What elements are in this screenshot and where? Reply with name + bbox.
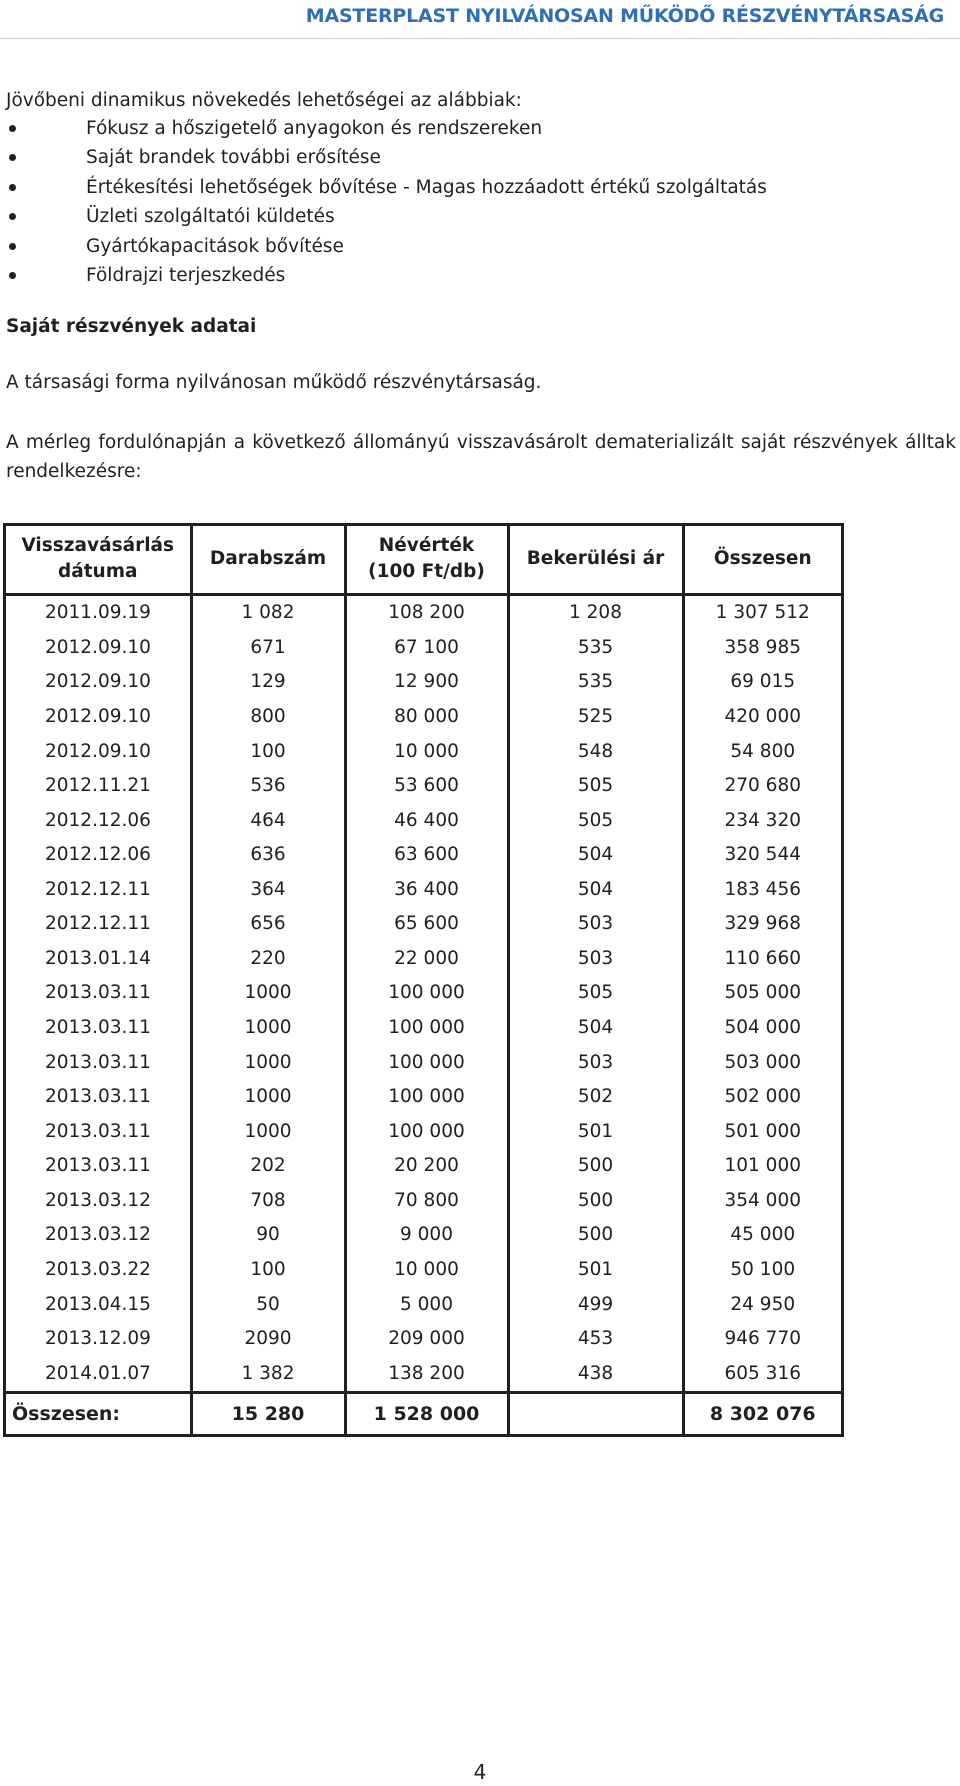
cell-date: 2013.01.14 (6, 941, 191, 976)
cell-quantity: 2090 (191, 1321, 345, 1356)
cell-price: 505 (508, 803, 683, 838)
cell-date: 2014.01.07 (6, 1356, 191, 1392)
cell-total: 329 968 (724, 913, 801, 935)
cell-date: 2012.12.11 (6, 907, 191, 942)
section-title: Saját részvények adatai (6, 316, 257, 337)
header-nominal-value: Névérték (100 Ft/db) (345, 526, 508, 594)
cell-total: 605 316 (724, 1362, 801, 1384)
cell-total: 946 770 (724, 1328, 801, 1350)
cell-nominal: 10 000 (345, 1252, 508, 1287)
table-header-row (6, 526, 841, 594)
cell-date: 2013.03.22 (6, 1252, 191, 1287)
cell-nominal: 9 000 (345, 1218, 508, 1253)
cell-nominal: 46 400 (345, 803, 508, 838)
cell-nominal: 209 000 (345, 1321, 508, 1356)
cell-price: 503 (508, 941, 683, 976)
page-number: 4 (473, 1760, 487, 1784)
treasury-shares-paragraph: A mérleg fordulónapján a következő állományú visszavásárolt dematerializált saját részvények álltak rendelkezésre: (6, 432, 956, 482)
cell-date: 2013.04.15 (6, 1287, 191, 1322)
cell-total: 24 950 (730, 1293, 796, 1315)
cell-date: 2013.03.12 (6, 1183, 191, 1218)
cell-price: 502 (508, 1079, 683, 1114)
cell-date: 2012.09.10 (6, 699, 191, 734)
cell-price: 501 (508, 1252, 683, 1287)
table-row (6, 1218, 841, 1253)
cell-quantity: 100 (191, 1252, 345, 1287)
bullet-item: Értékesítési lehetőségek bővítése - Magas hozzáadott értékű szolgáltatás (0, 173, 767, 202)
table-body (6, 594, 841, 1392)
cell-date: 2012.12.06 (6, 837, 191, 872)
cell-quantity: 800 (191, 699, 345, 734)
cell-price: 505 (508, 976, 683, 1011)
cell-nominal: 138 200 (345, 1356, 508, 1392)
table-row (6, 837, 841, 872)
cell-price: 499 (508, 1287, 683, 1322)
cell-quantity: 50 (191, 1287, 345, 1322)
table-row (6, 665, 841, 700)
cell-nominal: 100 000 (345, 1114, 508, 1149)
cell-price: 525 (508, 699, 683, 734)
table-row (6, 1252, 841, 1287)
cell-price: 500 (508, 1183, 683, 1218)
table-row (6, 803, 841, 838)
cell-total: 501 000 (724, 1120, 801, 1142)
cell-date: 2012.11.21 (6, 768, 191, 803)
bullet-item: Saját brandek további erősítése (0, 143, 767, 172)
cell-total: 54 800 (730, 740, 796, 762)
totals-price (508, 1392, 683, 1434)
cell-nominal: 70 800 (345, 1183, 508, 1218)
table-row (6, 768, 841, 803)
cell-price: 535 (508, 665, 683, 700)
cell-quantity: 202 (191, 1149, 345, 1184)
cell-quantity: 708 (191, 1183, 345, 1218)
cell-quantity: 1000 (191, 976, 345, 1011)
cell-date: 2013.03.12 (6, 1218, 191, 1253)
cell-price: 548 (508, 734, 683, 769)
cell-total: 420 000 (724, 705, 801, 727)
cell-total: 354 000 (724, 1189, 801, 1211)
header-total: Összesen (683, 526, 841, 594)
table-row (6, 1321, 841, 1356)
cell-quantity: 1000 (191, 1010, 345, 1045)
cell-nominal: 65 600 (345, 907, 508, 942)
cell-quantity: 100 (191, 734, 345, 769)
cell-quantity: 1000 (191, 1114, 345, 1149)
cell-price: 453 (508, 1321, 683, 1356)
company-form-paragraph: A társasági forma nyilvánosan működő részvénytársaság. (6, 372, 542, 393)
cell-total: 101 000 (724, 1155, 801, 1177)
cell-quantity: 536 (191, 768, 345, 803)
totals-total: 8 302 076 (683, 1392, 841, 1434)
cell-nominal: 67 100 (345, 630, 508, 665)
cell-total: 110 660 (724, 947, 801, 969)
cell-total: 503 000 (724, 1051, 801, 1073)
cell-price: 505 (508, 768, 683, 803)
table-row (6, 872, 841, 907)
table-row (6, 1183, 841, 1218)
cell-quantity: 1 082 (191, 594, 345, 630)
cell-date: 2013.03.11 (6, 1079, 191, 1114)
cell-total: 358 985 (724, 636, 801, 658)
table-row (6, 1079, 841, 1114)
bullet-item: Fókusz a hőszigetelő anyagokon és rendszereken (0, 114, 767, 143)
totals-label: Összesen: (6, 1392, 191, 1434)
cell-total: 69 015 (730, 671, 796, 693)
cell-price: 503 (508, 907, 683, 942)
cell-quantity: 90 (191, 1218, 345, 1253)
cell-total: 183 456 (724, 878, 801, 900)
cell-price: 504 (508, 1010, 683, 1045)
cell-date: 2012.09.10 (6, 734, 191, 769)
table-row (6, 1149, 841, 1184)
cell-quantity: 1000 (191, 1079, 345, 1114)
treasury-shares-table (3, 523, 844, 1437)
cell-nominal: 12 900 (345, 665, 508, 700)
table-row (6, 734, 841, 769)
cell-price: 500 (508, 1149, 683, 1184)
cell-price: 501 (508, 1114, 683, 1149)
cell-date: 2013.03.11 (6, 1114, 191, 1149)
cell-total: 45 000 (730, 1224, 796, 1246)
table-row (6, 1287, 841, 1322)
cell-date: 2012.12.11 (6, 872, 191, 907)
cell-date: 2012.09.10 (6, 665, 191, 700)
cell-quantity: 129 (191, 665, 345, 700)
table-row (6, 594, 841, 630)
cell-quantity: 220 (191, 941, 345, 976)
cell-date: 2013.03.11 (6, 1010, 191, 1045)
cell-nominal: 10 000 (345, 734, 508, 769)
cell-date: 2013.12.09 (6, 1321, 191, 1356)
header-purchase-price: Bekerülési ár (508, 526, 683, 594)
cell-quantity: 1000 (191, 1045, 345, 1080)
header-quantity: Darabszám (191, 526, 345, 594)
cell-total: 505 000 (724, 982, 801, 1004)
cell-total: 1 307 512 (715, 602, 810, 624)
bullet-item: Földrajzi terjeszkedés (0, 261, 767, 290)
table-totals-row (6, 1392, 841, 1434)
cell-price: 504 (508, 837, 683, 872)
cell-nominal: 53 600 (345, 768, 508, 803)
table-row (6, 630, 841, 665)
table-row (6, 1045, 841, 1080)
totals-nominal: 1 528 000 (345, 1392, 508, 1434)
cell-nominal: 100 000 (345, 1079, 508, 1114)
cell-total: 270 680 (724, 775, 801, 797)
header-divider (0, 38, 960, 39)
cell-date: 2012.09.10 (6, 630, 191, 665)
table-row (6, 907, 841, 942)
cell-quantity: 656 (191, 907, 345, 942)
cell-date: 2011.09.19 (6, 594, 191, 630)
growth-bullet-list (0, 114, 767, 290)
table-row (6, 1010, 841, 1045)
cell-nominal: 22 000 (345, 941, 508, 976)
cell-date: 2012.12.06 (6, 803, 191, 838)
cell-quantity: 464 (191, 803, 345, 838)
cell-total: 504 000 (724, 1017, 801, 1039)
intro-text: Jövőbeni dinamikus növekedés lehetőségei az alábbiak: (6, 90, 522, 111)
cell-nominal: 20 200 (345, 1149, 508, 1184)
header-date: Visszavásárlás dátuma (6, 526, 191, 594)
cell-total: 320 544 (724, 844, 801, 866)
cell-quantity: 671 (191, 630, 345, 665)
table-row (6, 941, 841, 976)
cell-nominal: 100 000 (345, 976, 508, 1011)
table-row (6, 699, 841, 734)
cell-nominal: 100 000 (345, 1045, 508, 1080)
totals-quantity: 15 280 (191, 1392, 345, 1434)
cell-date: 2013.03.11 (6, 1149, 191, 1184)
bullet-item: Üzleti szolgáltatói küldetés (0, 202, 767, 231)
cell-nominal: 100 000 (345, 1010, 508, 1045)
page-header-title: MASTERPLAST NYILVÁNOSAN MŰKÖDŐ RÉSZVÉNYTÁRSASÁG (305, 5, 944, 27)
cell-price: 438 (508, 1356, 683, 1392)
cell-price: 535 (508, 630, 683, 665)
cell-price: 504 (508, 872, 683, 907)
cell-quantity: 1 382 (191, 1356, 345, 1392)
cell-price: 503 (508, 1045, 683, 1080)
cell-nominal: 80 000 (345, 699, 508, 734)
cell-nominal: 5 000 (345, 1287, 508, 1322)
cell-nominal: 108 200 (345, 594, 508, 630)
cell-quantity: 364 (191, 872, 345, 907)
cell-price: 500 (508, 1218, 683, 1253)
cell-nominal: 36 400 (345, 872, 508, 907)
cell-nominal: 63 600 (345, 837, 508, 872)
cell-price: 1 208 (508, 594, 683, 630)
cell-date: 2013.03.11 (6, 1045, 191, 1080)
cell-quantity: 636 (191, 837, 345, 872)
table-row (6, 1356, 841, 1392)
cell-total: 50 100 (730, 1258, 796, 1280)
cell-date: 2013.03.11 (6, 976, 191, 1011)
table-row (6, 1114, 841, 1149)
cell-total: 502 000 (724, 1086, 801, 1108)
bullet-item: Gyártókapacitások bővítése (0, 232, 767, 261)
cell-total: 234 320 (724, 809, 801, 831)
table-row (6, 976, 841, 1011)
